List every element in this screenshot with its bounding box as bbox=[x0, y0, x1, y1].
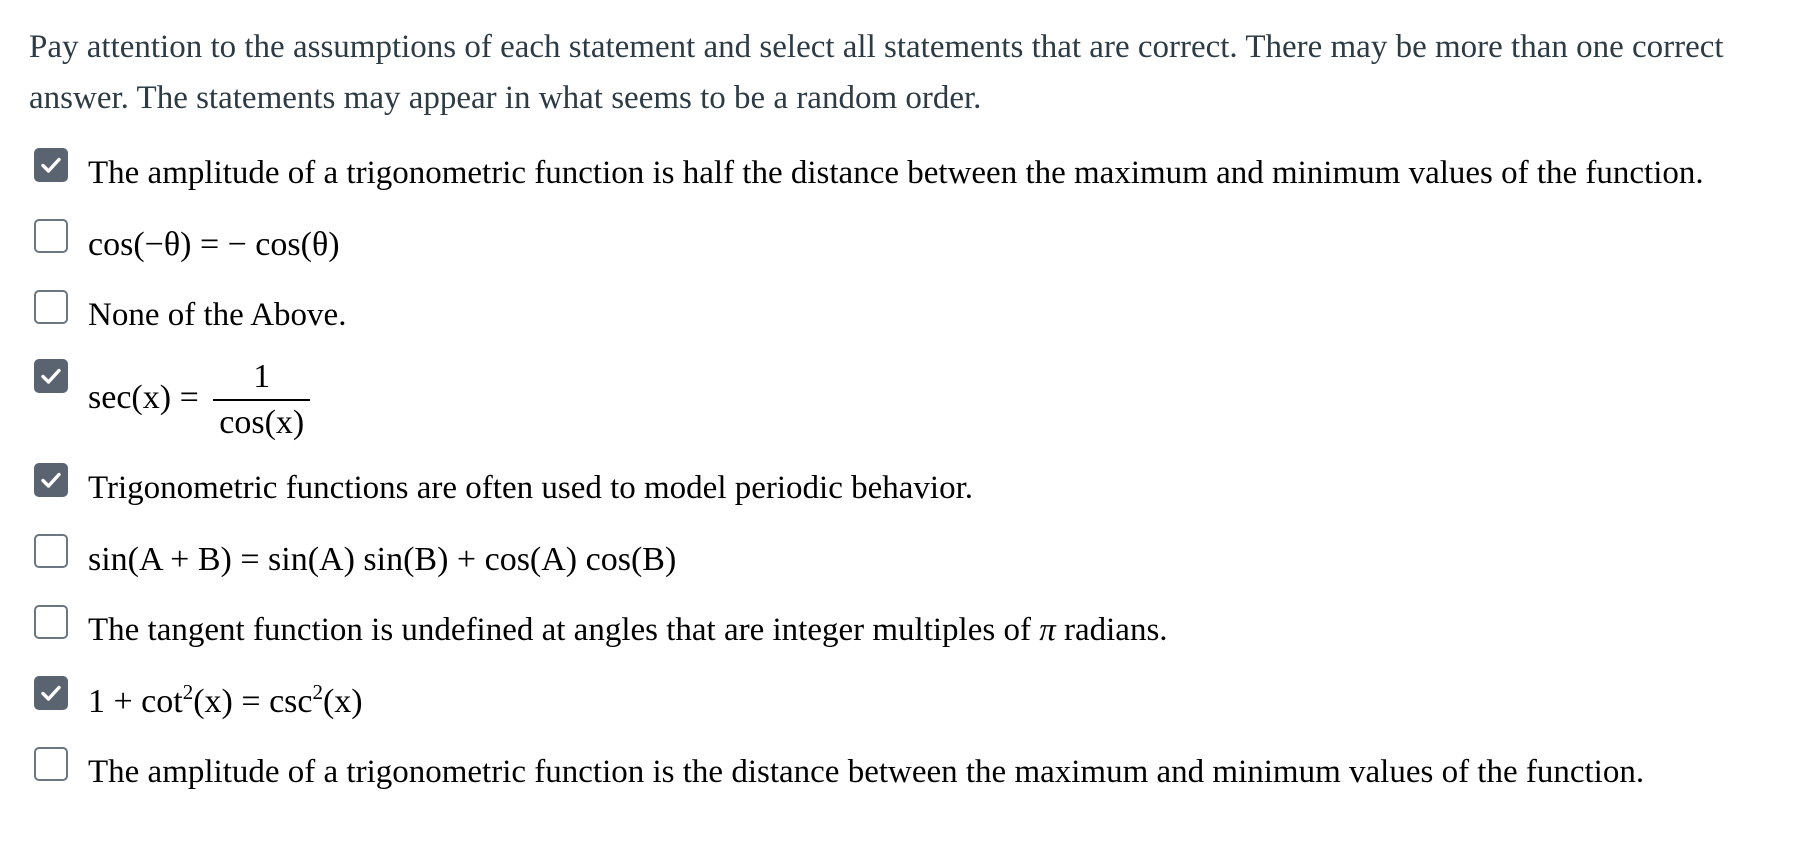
checkbox[interactable] bbox=[34, 359, 68, 393]
option-label-math bbox=[88, 676, 1777, 727]
math-lhs-arg: (x) bbox=[193, 683, 233, 720]
checkmark-icon bbox=[39, 153, 63, 177]
checkmark-icon bbox=[39, 364, 63, 388]
checkbox[interactable] bbox=[34, 148, 68, 182]
math-lhs: cos(−θ) bbox=[88, 226, 192, 263]
math-rhs-arg: (x) bbox=[322, 683, 363, 720]
answer-option-amplitude-half[interactable] bbox=[29, 148, 1777, 199]
fraction-denominator: cos(x) bbox=[219, 404, 305, 441]
checkmark-icon bbox=[39, 468, 63, 492]
checkbox[interactable] bbox=[34, 747, 68, 781]
answer-option-sin-sum[interactable] bbox=[29, 534, 1777, 585]
math-equals: = bbox=[241, 683, 261, 720]
math-fraction bbox=[213, 357, 310, 443]
math-rhs-base: csc bbox=[269, 683, 313, 720]
math-lhs: sin(A + B) bbox=[88, 541, 232, 578]
checkbox[interactable] bbox=[34, 290, 68, 324]
option-label: The amplitude of a trigonometric function is half the distance between the maximum and minimum values of the function. bbox=[88, 155, 1704, 191]
math-rhs: − cos(θ) bbox=[227, 226, 340, 263]
answer-option-none-of-above[interactable] bbox=[29, 290, 1777, 341]
question-instructions: Pay attention to the assumptions of each statement and select all statements that are correct. There may be more than one correct answer. The statements may appear in what seems to be a random order. bbox=[29, 29, 1724, 116]
math-lhs-base: 1 + cot bbox=[88, 683, 183, 720]
math-equals: = bbox=[199, 226, 220, 263]
math-equals: = bbox=[240, 541, 260, 578]
math-lhs-exponent: 2 bbox=[182, 680, 194, 704]
option-text-before: The tangent function is undefined at angles that are integer multiples of bbox=[88, 612, 1040, 648]
checkbox[interactable] bbox=[34, 463, 68, 497]
checkbox[interactable] bbox=[34, 676, 68, 710]
option-label: Trigonometric functions are often used to model periodic behavior. bbox=[88, 470, 973, 506]
option-label-math bbox=[88, 357, 1777, 443]
option-text-after: radians. bbox=[1055, 612, 1168, 648]
answer-option-amplitude-full[interactable] bbox=[29, 747, 1777, 798]
pi-symbol: π bbox=[1039, 612, 1056, 648]
checkbox[interactable] bbox=[34, 534, 68, 568]
math-rhs-exponent: 2 bbox=[312, 680, 323, 704]
answer-option-periodic-behavior[interactable] bbox=[29, 463, 1777, 514]
answer-option-pythagorean-cot[interactable] bbox=[29, 676, 1777, 727]
math-lhs: sec(x) bbox=[88, 378, 172, 416]
fraction-numerator: 1 bbox=[213, 357, 310, 401]
math-rhs: sin(A) sin(B) + cos(A) cos(B) bbox=[268, 541, 677, 578]
answer-option-cos-neg-theta[interactable] bbox=[29, 219, 1777, 270]
option-label: None of the Above. bbox=[88, 297, 347, 333]
option-label: The amplitude of a trigonometric function is the distance between the maximum and minimum values of the function. bbox=[88, 754, 1645, 790]
option-label-math bbox=[88, 219, 1777, 270]
answer-option-tangent-undefined[interactable] bbox=[29, 605, 1777, 656]
math-equals: = bbox=[179, 378, 199, 416]
checkbox[interactable] bbox=[34, 219, 68, 253]
checkbox[interactable] bbox=[34, 605, 68, 639]
option-label bbox=[88, 605, 1777, 656]
option-label-math bbox=[88, 534, 1777, 585]
answer-option-sec-identity[interactable] bbox=[29, 357, 1777, 443]
checkmark-icon bbox=[39, 681, 63, 705]
answer-options bbox=[29, 148, 1777, 798]
